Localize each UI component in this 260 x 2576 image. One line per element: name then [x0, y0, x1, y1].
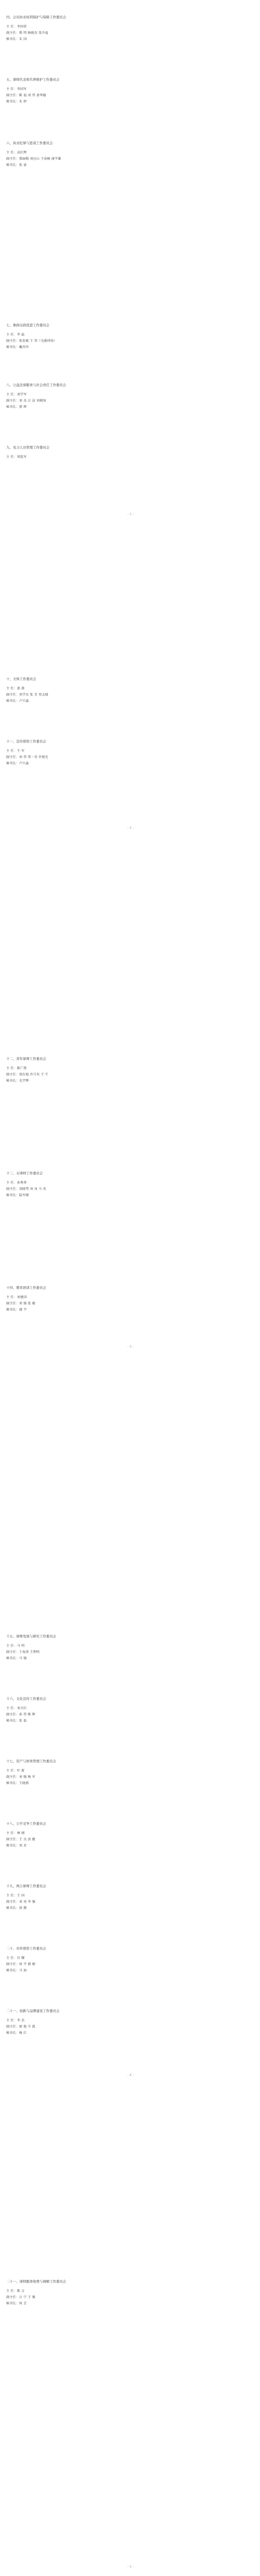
section-line: 主 任：陈广胜: [6, 1067, 27, 1070]
section-line: 副主任：刘 亮 李 强: [6, 1900, 35, 1904]
section-title: 十四、教育培训工作委员会: [6, 1286, 46, 1290]
document-page-4: [0, 1561, 260, 2081]
section-line: 秘书长：王晓燕: [6, 1782, 29, 1785]
section-line: 副主任：刘 强 杨 军: [6, 1775, 35, 1779]
document-page-2: [0, 520, 260, 1041]
section-line: 副主任：刘 伟 常一奇 许俊光: [6, 755, 48, 759]
section-line: 副主任：郑丽梅 刘应山 王春峰 康宇雄: [6, 157, 61, 161]
section-line: 副主任：刘学东 张 芳 周义城: [6, 693, 48, 697]
section-line: 主 任：陈 吉: [6, 2289, 25, 2293]
section-title: 十九、两公律师工作委员会: [6, 1884, 46, 1888]
section-line: 副主任：刘 强 张 敏: [6, 1302, 35, 1305]
section-title: 二十一、律师服务收费与调解工作委员会: [6, 2279, 67, 2284]
section-line: 副主任：刘 杰 汪 洁 刘朝国: [6, 399, 46, 403]
section-title: 六、执业纪律与惩戒工作委员会: [6, 141, 53, 145]
section-title: 十七、资产与财务管理工作委员会: [6, 1759, 56, 1763]
section-line: 主 任：付 耀: [6, 1956, 25, 1960]
section-line: 副主任：王 良 黄 健: [6, 1838, 35, 1841]
section-line: 主 任：李国军: [6, 87, 27, 91]
section-line: 秘书长：毛宇辉: [6, 1079, 29, 1083]
page-number: - 1 -: [127, 512, 134, 516]
section-line: 主 任：刘学军: [6, 393, 27, 396]
section-line: 副主任：张宏斌 王 伟（屯溪律协）: [6, 339, 57, 343]
section-line: 秘书长：刘 君: [6, 1844, 27, 1848]
section-line: 秘书长：谢 宇: [6, 1308, 27, 1312]
section-line: 主 任：王 军: [6, 749, 25, 753]
page-number: - 5 -: [127, 2565, 134, 2569]
section-title: 十、文体工作委员会: [6, 677, 36, 681]
section-line: 秘书长：张 磊: [6, 1719, 27, 1723]
section-title: 九、见习人员管理工作委员会: [6, 445, 50, 450]
document-page-1: [0, 0, 260, 520]
section-line: 主 任：刘卫红: [6, 1707, 27, 1710]
section-line: 秘书长：徐 静: [6, 1906, 27, 1910]
section-title: 八、公益法律服务与社会责任工作委员会: [6, 383, 67, 387]
section-line: 秘书长：蔡 辉: [6, 405, 27, 409]
page-number: - 2 -: [127, 826, 134, 830]
section-line: 副主任：胡东旭 乔月英 王 宁: [6, 1073, 48, 1076]
section-title: 十八、公平竞争工作委员会: [6, 1822, 46, 1826]
document-page-3: [0, 1041, 260, 1561]
section-line: 主 任：高红辉: [6, 151, 27, 155]
section-line: 秘书长：朱 国: [6, 37, 27, 41]
section-line: 副主任：何 宇 郝 刚: [6, 1963, 35, 1966]
section-line: 秘书长：卢兴淼: [6, 699, 29, 703]
section-line: 副主任：胡晓琴 刘 凤 马 英: [6, 1187, 46, 1191]
section-line: 主 任：李 杰: [6, 2019, 25, 2022]
section-title: 十五、律师发展与研究工作委员会: [6, 1634, 56, 1638]
section-title: 十一、宣传联络工作委员会: [6, 739, 46, 744]
section-line: 秘书长：何 芸: [6, 2302, 27, 2305]
section-line: 主 任：刘建国: [6, 1296, 27, 1299]
section-title: 七、参政议政促进工作委员会: [6, 323, 50, 327]
section-title: 十二、青年律师工作委员会: [6, 1057, 46, 1061]
section-line: 副主任：郑 明 杨晓杰 张升福: [6, 31, 48, 35]
section-line: 主 任：李 磊: [6, 333, 25, 337]
section-line: 秘书长：卢兴淼: [6, 762, 29, 765]
section-line: 秘书长：张 豪: [6, 163, 27, 167]
section-title: 四、会员执业权利保护与保障工作委员会: [6, 15, 67, 19]
section-line: 主 任：王 国: [6, 1894, 25, 1898]
section-title: 二十一、创新与品牌建设工作委员会: [6, 2009, 60, 2013]
section-line: 主 任：李国营: [6, 25, 27, 29]
section-title: 十三、女律师工作委员会: [6, 1171, 43, 1175]
section-line: 秘书长：陆军刚: [6, 1194, 29, 1197]
document-page-5: [0, 2081, 260, 2576]
section-line: 副主任：于海涛 王利明: [6, 1650, 40, 1654]
section-line: 主 任：邵 燕: [6, 687, 25, 690]
section-title: 二十、对外联络工作委员会: [6, 1946, 46, 1951]
section-line: 副主任：陈 福 刘 伟 黄华德: [6, 94, 46, 97]
page-number: - 3 -: [127, 1345, 134, 1349]
section-line: 秘书长：杨 红: [6, 2031, 27, 2035]
section-line: 主 任：叶 新: [6, 1769, 25, 1773]
section-line: 主 任：胡连军: [6, 455, 27, 459]
section-title: 五、律师代表和名誉维护工作委员会: [6, 78, 60, 82]
section-line: 秘书长：马 强: [6, 1657, 27, 1660]
section-line: 主 任：马 明: [6, 1644, 25, 1648]
section-line: 副主任：孙 伟 陈 辉: [6, 1713, 35, 1716]
section-line: 秘书长：朱 婷: [6, 100, 27, 104]
section-line: 副主任：汪 宁 王 强: [6, 2296, 35, 2299]
section-line: 主 任：孙秀香: [6, 1181, 27, 1185]
section-line: 副主任：郭 俊 宁 凯: [6, 2025, 35, 2029]
section-line: 主 任：林 刚: [6, 1831, 25, 1835]
section-title: 十六、文化宣传工作委员会: [6, 1697, 46, 1701]
section-line: 秘书长：戴玲玲: [6, 345, 29, 349]
section-line: 秘书长：马 海: [6, 1969, 27, 1972]
page-number: - 4 -: [127, 2073, 134, 2077]
